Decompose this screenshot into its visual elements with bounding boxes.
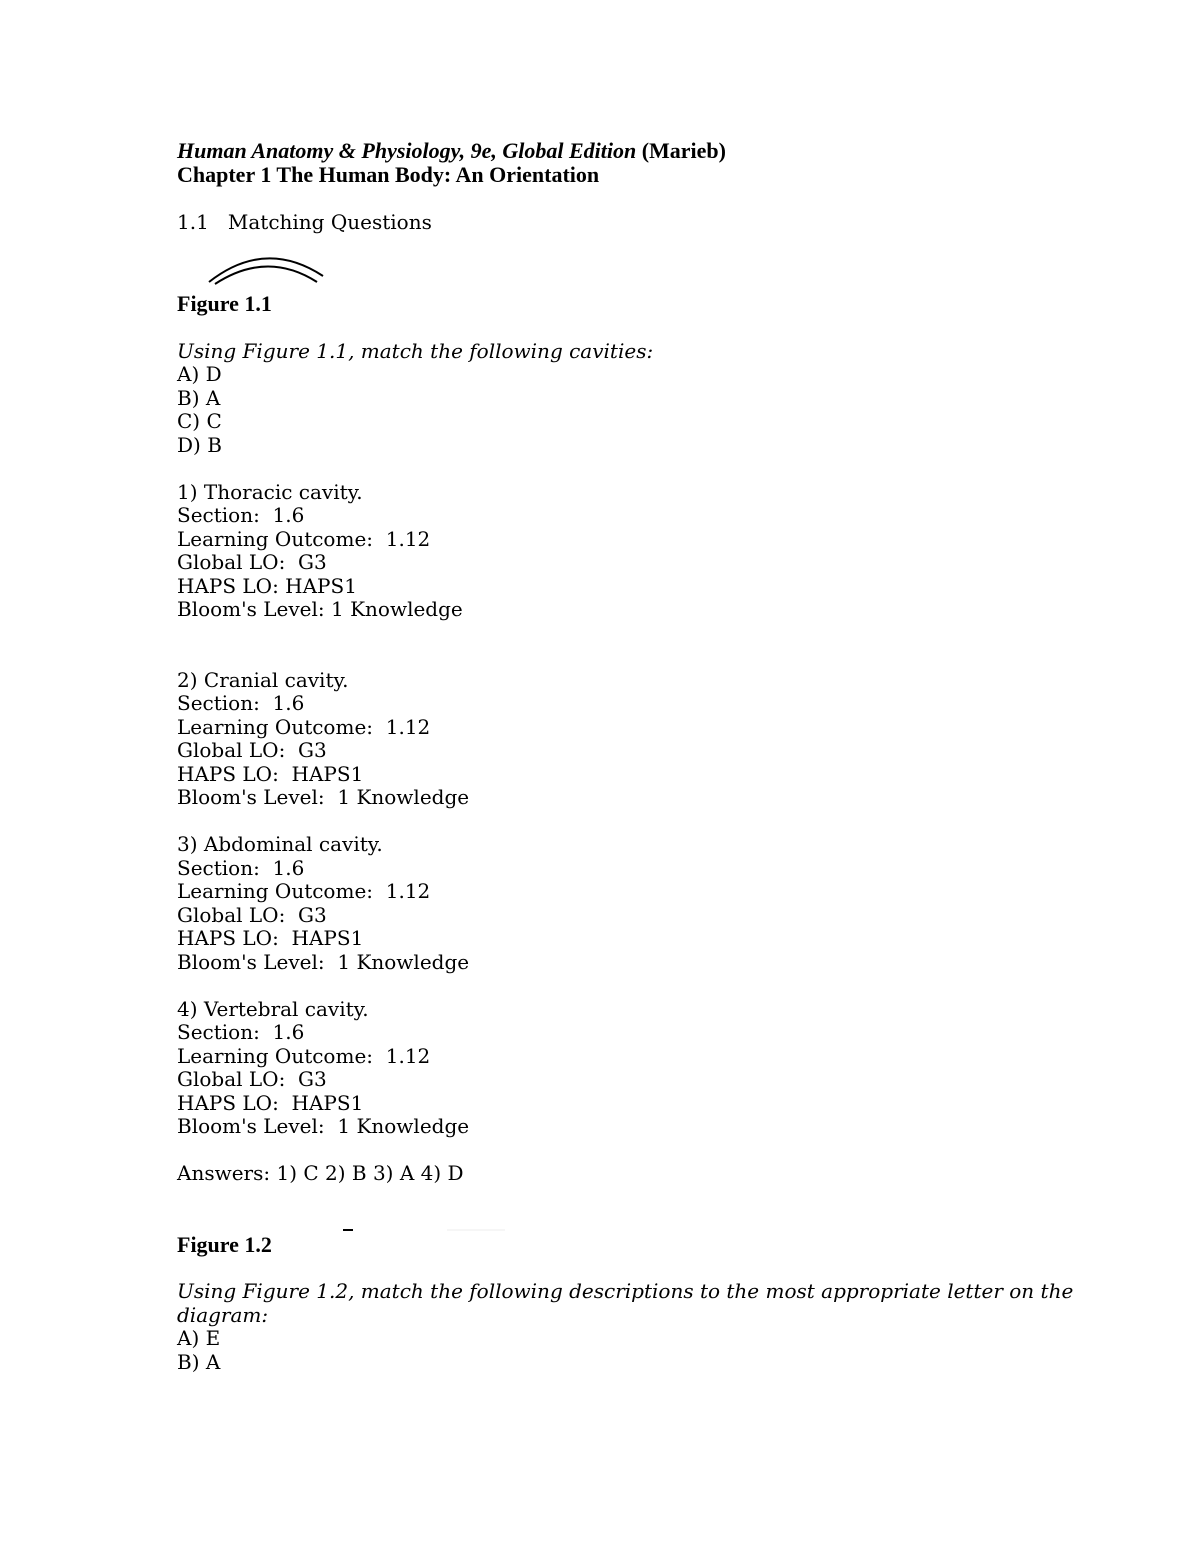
spacer bbox=[177, 622, 1077, 669]
book-title-line bbox=[177, 139, 1077, 163]
question-block-2 bbox=[177, 669, 1077, 810]
question-outcome: Learning Outcome: 1.12 bbox=[177, 1043, 431, 1068]
spacer bbox=[177, 1139, 1077, 1163]
figure-1-1-label: Figure 1.1 bbox=[177, 291, 272, 316]
choice-item: A) D bbox=[177, 362, 222, 386]
question-text: 2) Cranial cavity. bbox=[177, 667, 349, 692]
question-global-lo: Global LO: G3 bbox=[177, 550, 327, 574]
question-section: Section: 1.6 bbox=[177, 1020, 305, 1044]
question-global-lo: Global LO: G3 bbox=[177, 902, 327, 927]
book-title: Human Anatomy & Physiology, 9e, Global Edition bbox=[177, 138, 637, 163]
question-text: 1) Thoracic cavity. bbox=[177, 479, 363, 504]
figure-1-2-row bbox=[177, 1233, 1077, 1257]
spacer bbox=[177, 1186, 1077, 1210]
question-outcome: Learning Outcome: 1.12 bbox=[177, 879, 431, 903]
question-bloom: Bloom's Level: 1 Knowledge bbox=[177, 785, 470, 809]
figure-1-1-image bbox=[177, 234, 1077, 292]
question-section: Section: 1.6 bbox=[177, 691, 305, 715]
author: (Marieb) bbox=[636, 138, 726, 163]
spacer bbox=[177, 187, 1077, 211]
question-haps-lo: HAPS LO: HAPS1 bbox=[177, 573, 357, 598]
choice-item: B) A bbox=[177, 1349, 221, 1374]
spacer bbox=[177, 810, 1077, 834]
question-text: 3) Abdominal cavity. bbox=[177, 832, 383, 856]
question-block-1 bbox=[177, 481, 1077, 622]
question-section: Section: 1.6 bbox=[177, 855, 305, 880]
figure-1-2-prompt-line-2: diagram: bbox=[177, 1302, 269, 1327]
question-section: Section: 1.6 bbox=[177, 503, 305, 527]
spacer bbox=[177, 974, 1077, 998]
question-outcome: Learning Outcome: 1.12 bbox=[177, 714, 431, 739]
question-block-4 bbox=[177, 998, 1077, 1139]
choice-item: D) B bbox=[177, 432, 222, 457]
spacer bbox=[177, 316, 1077, 340]
document-page bbox=[177, 139, 1077, 1374]
question-haps-lo: HAPS LO: HAPS1 bbox=[177, 761, 364, 786]
figure-1-2-image bbox=[337, 1227, 507, 1237]
question-global-lo: Global LO: G3 bbox=[177, 1067, 327, 1091]
question-bloom: Bloom's Level: 1 Knowledge bbox=[177, 1114, 470, 1138]
section-heading: 1.1 Matching Questions bbox=[177, 209, 432, 234]
question-haps-lo: HAPS LO: HAPS1 bbox=[177, 1090, 364, 1115]
figure-1-1-arc bbox=[205, 246, 335, 286]
answers-line: Answers: 1) C 2) B 3) A 4) D bbox=[177, 1161, 464, 1185]
choice-item: B) A bbox=[177, 385, 221, 410]
spacer bbox=[177, 457, 1077, 481]
figure-1-2-prompt-line-1: Using Figure 1.2, match the following descriptions to the most appropriate letter on the bbox=[177, 1279, 1074, 1303]
question-global-lo: Global LO: G3 bbox=[177, 738, 327, 762]
figure-1-1-prompt: Using Figure 1.1, match the following cavities: bbox=[177, 338, 654, 363]
choice-item: C) C bbox=[177, 409, 222, 433]
question-text: 4) Vertebral cavity. bbox=[177, 996, 369, 1021]
chapter-title: Chapter 1 The Human Body: An Orientation bbox=[177, 162, 600, 187]
question-outcome: Learning Outcome: 1.12 bbox=[177, 526, 431, 551]
question-block-3 bbox=[177, 833, 1077, 974]
spacer bbox=[177, 1257, 1077, 1281]
question-haps-lo: HAPS LO: HAPS1 bbox=[177, 926, 364, 950]
question-bloom: Bloom's Level: 1 Knowledge bbox=[177, 949, 470, 974]
spacer bbox=[177, 1209, 1077, 1233]
choice-item: A) E bbox=[177, 1326, 221, 1350]
figure-1-2-label: Figure 1.2 bbox=[177, 1231, 272, 1257]
question-bloom: Bloom's Level: 1 Knowledge bbox=[177, 597, 463, 621]
